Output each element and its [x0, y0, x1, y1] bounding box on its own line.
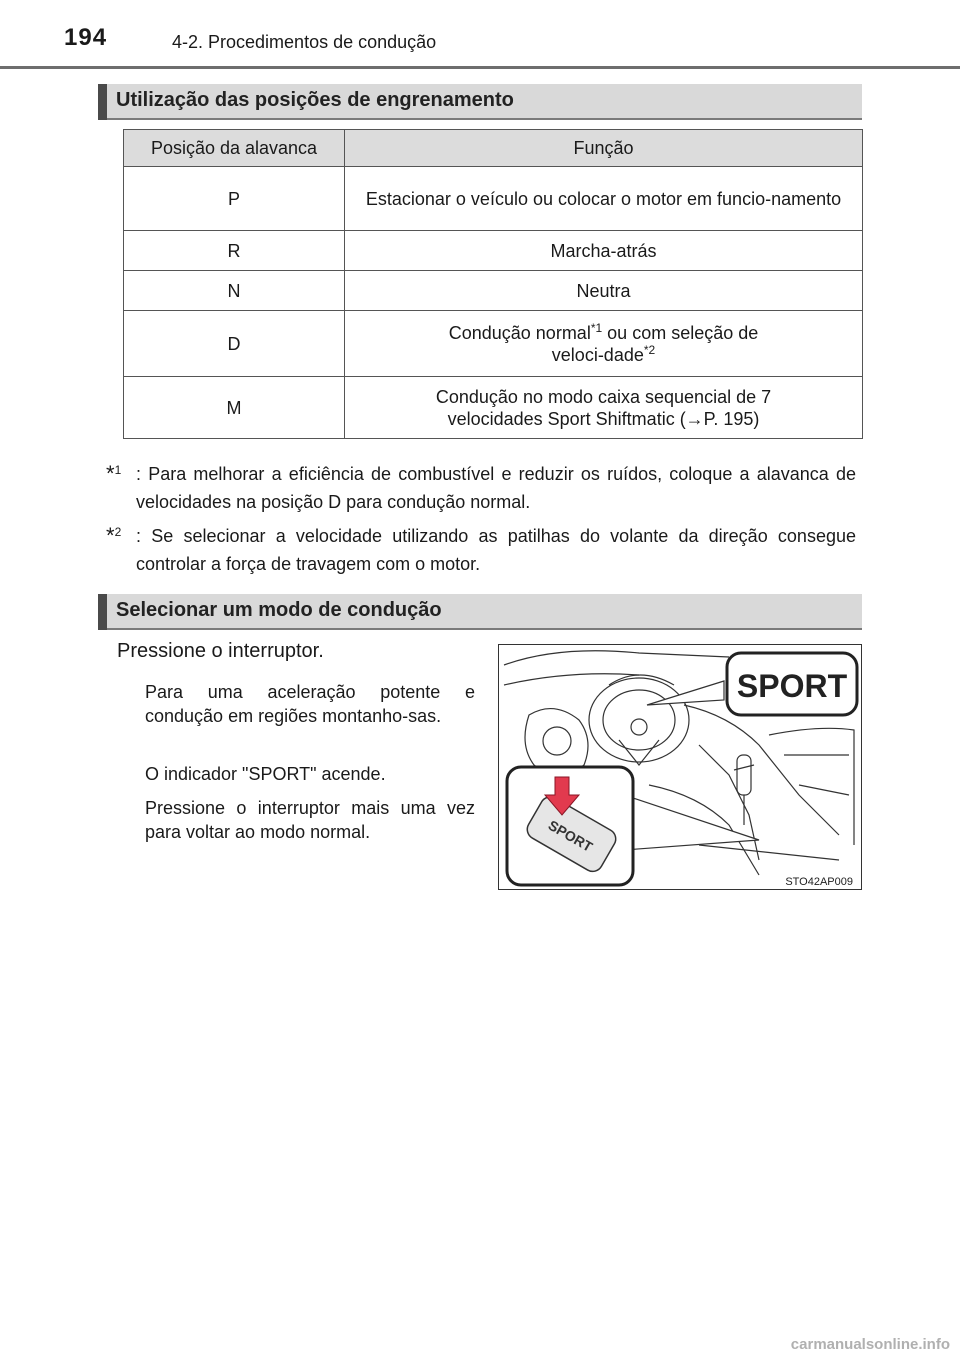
cell-function [345, 167, 863, 231]
function-text: Condução no modo caixa sequencial de 7 velocidades Sport Shiftmatic (→P. 195) [435, 386, 772, 429]
footnote-number: 2 [114, 525, 122, 539]
illustration-code: STO42AP009 [785, 876, 853, 888]
section-heading-gear-positions [98, 84, 862, 120]
function-text-a: Condução normal [448, 322, 591, 343]
table-row [124, 271, 863, 311]
footnote-asterisk: * [106, 523, 115, 548]
section-bar [98, 84, 107, 120]
section-bar [98, 594, 107, 630]
cell-position: R [124, 231, 345, 271]
cell-position: P [124, 167, 345, 231]
footnote-marker [106, 460, 121, 489]
paragraph-indicator: O indicador "SPORT" acende. [145, 764, 386, 784]
page-header [0, 0, 960, 69]
chapter-title: 4-2. Procedimentos de condução [172, 32, 437, 52]
cockpit-drawing [499, 645, 861, 889]
table-row [124, 231, 863, 271]
watermark: carmanualsonline.info [790, 1336, 950, 1353]
cell-position: D [124, 311, 345, 377]
callout-pointer [647, 681, 724, 705]
cell-position: N [124, 271, 345, 311]
section-title: Utilização das posições de engrenamento [116, 89, 514, 111]
sport-switch-illustration [498, 644, 862, 890]
column-header-position: Posição da alavanca [124, 130, 345, 167]
table-row [124, 377, 863, 439]
footnote-1 [106, 460, 856, 516]
sport-indicator-label: SPORT [736, 668, 848, 704]
footnote-text: : Para melhorar a eficiência de combustível e reduzir os ruídos, coloque a alavanca de velocidades na posição D para condução normal. [136, 464, 856, 512]
footnote-2 [106, 522, 856, 578]
section-heading-driving-mode [98, 594, 862, 630]
footnote-number: 1 [114, 463, 122, 477]
paragraph-sport-purpose: Para uma aceleração potente e condução em regiões montanho-sas. [145, 682, 475, 726]
cell-function: Neutra [345, 271, 863, 311]
sport-button-label: SPORT [545, 816, 596, 855]
page-number: 194 [64, 24, 108, 51]
function-text: Estacionar o veículo ou colocar o motor em funcio-namento [365, 188, 842, 209]
function-text-b: ou com seleção de veloci-dade [551, 322, 759, 365]
footnote-ref-1: *1 [590, 320, 603, 335]
footnote-asterisk: * [106, 461, 115, 486]
cell-position: M [124, 377, 345, 439]
cell-function [345, 377, 863, 439]
paragraph-return-normal: Pressione o interruptor mais uma vez para voltar ao modo normal. [145, 798, 475, 842]
instruction-text: Pressione o interruptor. [117, 640, 324, 662]
table-header-row [124, 130, 863, 167]
footnote-ref-2: *2 [643, 342, 656, 357]
section-title: Selecionar um modo de condução [116, 599, 442, 621]
cell-function: Marcha-atrás [345, 231, 863, 271]
table-row [124, 311, 863, 377]
callout-pointer-switch [624, 795, 759, 850]
column-header-function: Função [345, 130, 863, 167]
footnote-text: : Se selecionar a velocidade utilizando as patilhas do volante da direção consegue controlar a força de travagem com o motor. [136, 526, 856, 574]
lever-position-table [123, 129, 863, 439]
footnote-marker [106, 522, 121, 551]
table-row [124, 167, 863, 231]
cell-function [345, 311, 863, 377]
